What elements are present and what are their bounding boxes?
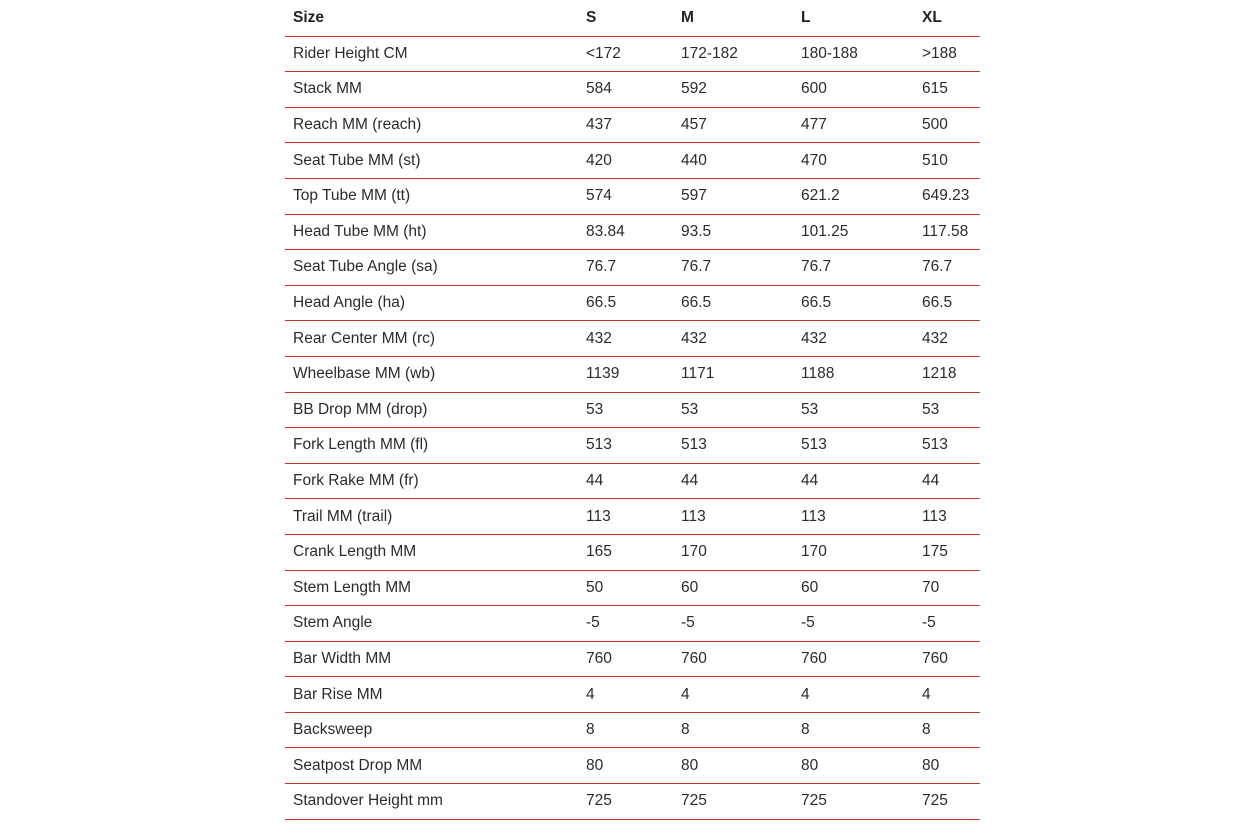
value-xl: 66.5: [914, 285, 980, 321]
value-s: 8: [578, 712, 673, 748]
header-cell-l: L: [793, 1, 914, 36]
value-s: 584: [578, 72, 673, 108]
table-row: [285, 143, 980, 179]
table-row: [285, 321, 980, 357]
value-xl: 432: [914, 321, 980, 357]
geometry-table: [285, 1, 980, 820]
value-xl: 725: [914, 784, 980, 820]
row-label: Fork Rake MM (fr): [285, 463, 578, 499]
value-s: 574: [578, 178, 673, 214]
table-row: [285, 534, 980, 570]
value-l: 513: [793, 428, 914, 464]
value-xl: 175: [914, 534, 980, 570]
value-l: 725: [793, 784, 914, 820]
value-m: 760: [673, 641, 793, 677]
value-s: 725: [578, 784, 673, 820]
value-s: 420: [578, 143, 673, 179]
table-row: [285, 36, 980, 72]
table-row: [285, 178, 980, 214]
value-m: 8: [673, 712, 793, 748]
table-row: [285, 712, 980, 748]
value-l: 470: [793, 143, 914, 179]
value-m: 457: [673, 107, 793, 143]
value-m: 66.5: [673, 285, 793, 321]
value-xl: 4: [914, 677, 980, 713]
table-row: [285, 214, 980, 250]
value-s: 83.84: [578, 214, 673, 250]
value-l: 180-188: [793, 36, 914, 72]
table-row: [285, 570, 980, 606]
value-l: 477: [793, 107, 914, 143]
value-xl: 53: [914, 392, 980, 428]
value-s: 50: [578, 570, 673, 606]
table-row: [285, 499, 980, 535]
row-label: Head Tube MM (ht): [285, 214, 578, 250]
value-xl: 1218: [914, 356, 980, 392]
row-label: Standover Height mm: [285, 784, 578, 820]
row-label: Stem Length MM: [285, 570, 578, 606]
value-m: 172-182: [673, 36, 793, 72]
value-s: 760: [578, 641, 673, 677]
value-xl: 513: [914, 428, 980, 464]
value-xl: >188: [914, 36, 980, 72]
value-s: 1139: [578, 356, 673, 392]
value-m: 432: [673, 321, 793, 357]
header-cell-xl: XL: [914, 1, 980, 36]
value-s: 4: [578, 677, 673, 713]
table-row: [285, 250, 980, 286]
value-m: 93.5: [673, 214, 793, 250]
value-l: 53: [793, 392, 914, 428]
table-row: [285, 677, 980, 713]
value-l: 76.7: [793, 250, 914, 286]
row-label: Seat Tube MM (st): [285, 143, 578, 179]
value-xl: 760: [914, 641, 980, 677]
value-xl: 70: [914, 570, 980, 606]
value-m: 113: [673, 499, 793, 535]
table-row: [285, 428, 980, 464]
row-label: Reach MM (reach): [285, 107, 578, 143]
value-s: 513: [578, 428, 673, 464]
value-l: 170: [793, 534, 914, 570]
row-label: Head Angle (ha): [285, 285, 578, 321]
value-m: -5: [673, 606, 793, 642]
table-header: [285, 1, 980, 36]
value-s: 113: [578, 499, 673, 535]
value-m: 60: [673, 570, 793, 606]
value-s: 44: [578, 463, 673, 499]
value-xl: 76.7: [914, 250, 980, 286]
value-m: 1171: [673, 356, 793, 392]
value-m: 592: [673, 72, 793, 108]
value-xl: 117.58: [914, 214, 980, 250]
table-row: [285, 285, 980, 321]
value-m: 80: [673, 748, 793, 784]
row-label: Fork Length MM (fl): [285, 428, 578, 464]
row-label: Trail MM (trail): [285, 499, 578, 535]
row-label: Crank Length MM: [285, 534, 578, 570]
row-label: Stack MM: [285, 72, 578, 108]
value-l: 8: [793, 712, 914, 748]
value-s: 432: [578, 321, 673, 357]
row-label: Seatpost Drop MM: [285, 748, 578, 784]
value-xl: 649.23: [914, 178, 980, 214]
value-s: -5: [578, 606, 673, 642]
value-xl: 113: [914, 499, 980, 535]
value-s: 76.7: [578, 250, 673, 286]
value-m: 725: [673, 784, 793, 820]
table-row: [285, 107, 980, 143]
value-m: 44: [673, 463, 793, 499]
value-s: 165: [578, 534, 673, 570]
table-row: [285, 641, 980, 677]
row-label: BB Drop MM (drop): [285, 392, 578, 428]
row-label: Backsweep: [285, 712, 578, 748]
value-l: 4: [793, 677, 914, 713]
row-label: Stem Angle: [285, 606, 578, 642]
value-l: 600: [793, 72, 914, 108]
value-xl: 8: [914, 712, 980, 748]
value-m: 170: [673, 534, 793, 570]
row-label: Bar Rise MM: [285, 677, 578, 713]
row-label: Seat Tube Angle (sa): [285, 250, 578, 286]
value-s: 53: [578, 392, 673, 428]
row-label: Rear Center MM (rc): [285, 321, 578, 357]
table-body: [285, 36, 980, 819]
row-label: Wheelbase MM (wb): [285, 356, 578, 392]
value-l: 60: [793, 570, 914, 606]
row-label: Top Tube MM (tt): [285, 178, 578, 214]
value-l: 113: [793, 499, 914, 535]
table-row: [285, 784, 980, 820]
value-l: 1188: [793, 356, 914, 392]
table-row: [285, 356, 980, 392]
value-xl: 44: [914, 463, 980, 499]
value-m: 53: [673, 392, 793, 428]
value-xl: 615: [914, 72, 980, 108]
table-row: [285, 606, 980, 642]
row-label: Rider Height CM: [285, 36, 578, 72]
table-row: [285, 392, 980, 428]
value-m: 4: [673, 677, 793, 713]
value-l: 66.5: [793, 285, 914, 321]
value-s: 80: [578, 748, 673, 784]
header-cell-m: M: [673, 1, 793, 36]
value-m: 597: [673, 178, 793, 214]
table-row: [285, 72, 980, 108]
value-xl: 500: [914, 107, 980, 143]
table-row: [285, 463, 980, 499]
value-l: -5: [793, 606, 914, 642]
value-xl: 510: [914, 143, 980, 179]
value-l: 621.2: [793, 178, 914, 214]
value-l: 80: [793, 748, 914, 784]
value-m: 440: [673, 143, 793, 179]
row-label: Bar Width MM: [285, 641, 578, 677]
table-row: [285, 748, 980, 784]
value-l: 101.25: [793, 214, 914, 250]
value-l: 44: [793, 463, 914, 499]
value-s: <172: [578, 36, 673, 72]
value-xl: 80: [914, 748, 980, 784]
header-cell-s: S: [578, 1, 673, 36]
value-s: 437: [578, 107, 673, 143]
value-m: 76.7: [673, 250, 793, 286]
value-s: 66.5: [578, 285, 673, 321]
value-m: 513: [673, 428, 793, 464]
value-l: 432: [793, 321, 914, 357]
header-cell-size: Size: [285, 1, 578, 36]
value-l: 760: [793, 641, 914, 677]
value-xl: -5: [914, 606, 980, 642]
header-row: [285, 1, 980, 36]
